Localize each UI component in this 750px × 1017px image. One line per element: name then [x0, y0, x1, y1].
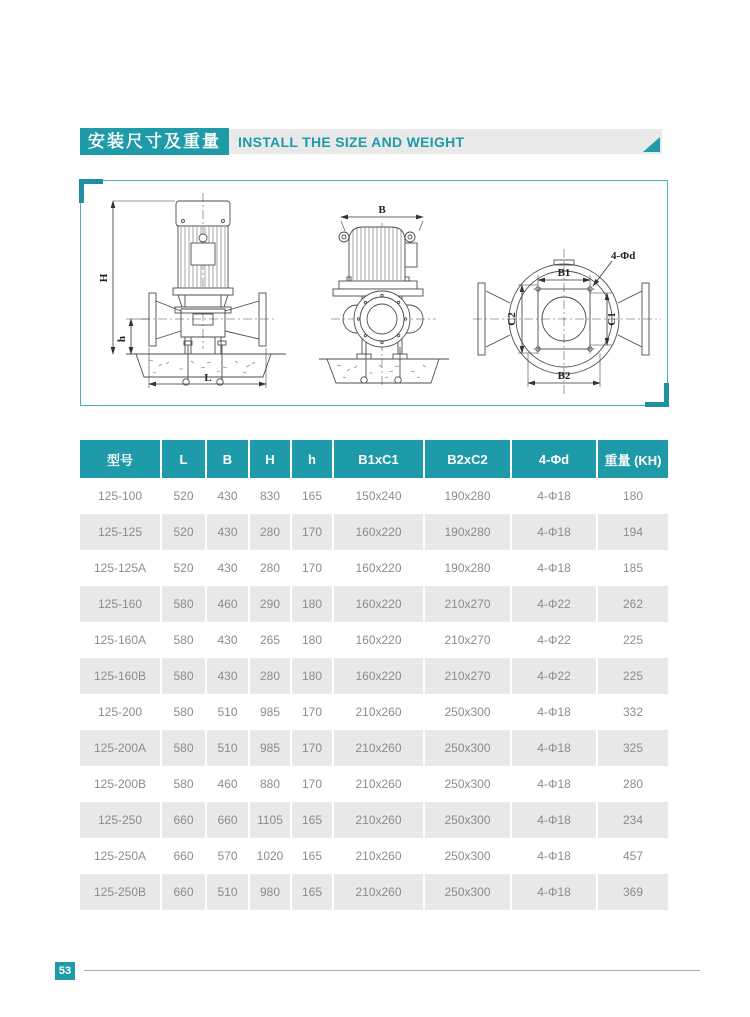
column-header: 4-Φd — [512, 440, 598, 478]
table-cell: 265 — [250, 622, 292, 658]
table-cell: 332 — [598, 694, 668, 730]
table-cell: 4-Φ18 — [512, 478, 598, 514]
table-cell: 170 — [292, 766, 334, 802]
table-cell: 150x240 — [334, 478, 425, 514]
table-cell: 210x260 — [334, 802, 425, 838]
table-cell: 170 — [292, 694, 334, 730]
table-cell: 165 — [292, 874, 334, 910]
column-header: 重量 (KH) — [598, 440, 668, 478]
section-title-chinese: 安装尺寸及重量 — [80, 128, 229, 155]
table-row — [80, 766, 668, 802]
box-corner-accent-bottomright — [645, 383, 669, 407]
table-cell: 250x300 — [425, 766, 512, 802]
table-cell: 580 — [162, 766, 207, 802]
table-cell: 125-125A — [80, 550, 162, 586]
table-cell: 520 — [162, 550, 207, 586]
table-cell: 190x280 — [425, 550, 512, 586]
table-cell: 430 — [207, 514, 250, 550]
table-cell: 160x220 — [334, 550, 425, 586]
table-cell: 210x260 — [334, 874, 425, 910]
table-cell: 290 — [250, 586, 292, 622]
table-cell: 580 — [162, 730, 207, 766]
box-corner-accent-topleft — [79, 179, 103, 203]
side-view — [126, 193, 286, 385]
dim-label-C1: C1 — [606, 312, 618, 326]
pump-drawing-box — [80, 180, 668, 406]
table-cell: 160x220 — [334, 622, 425, 658]
table-cell: 985 — [250, 730, 292, 766]
table-cell: 580 — [162, 586, 207, 622]
table-cell: 180 — [292, 622, 334, 658]
table-cell: 165 — [292, 838, 334, 874]
table-cell: 4-Φ22 — [512, 586, 598, 622]
table-cell: 520 — [162, 514, 207, 550]
corner-triangle-icon — [643, 137, 660, 152]
footer-divider-line — [84, 970, 700, 971]
front-view — [319, 223, 449, 386]
table-cell: 250x300 — [425, 838, 512, 874]
table-row — [80, 622, 668, 658]
table-cell: 570 — [207, 838, 250, 874]
table-cell: 262 — [598, 586, 668, 622]
table-cell: 430 — [207, 478, 250, 514]
table-cell: 250x300 — [425, 694, 512, 730]
column-header: B — [207, 440, 250, 478]
section-header-bar — [80, 129, 662, 154]
table-cell: 165 — [292, 802, 334, 838]
table-cell: 125-125 — [80, 514, 162, 550]
dim-label-B: B — [378, 204, 386, 216]
table-cell: 280 — [598, 766, 668, 802]
table-cell: 210x270 — [425, 622, 512, 658]
table-cell: 210x270 — [425, 658, 512, 694]
table-cell: 125-250B — [80, 874, 162, 910]
flange-view-dimensions — [518, 261, 612, 387]
table-cell: 457 — [598, 838, 668, 874]
table-cell: 125-200 — [80, 694, 162, 730]
section-title-english: INSTALL THE SIZE AND WEIGHT — [238, 133, 465, 150]
table-cell: 4-Φ18 — [512, 694, 598, 730]
table-cell: 1105 — [250, 802, 292, 838]
table-cell: 510 — [207, 694, 250, 730]
table-cell: 250x300 — [425, 730, 512, 766]
dim-label-h: h — [116, 335, 128, 343]
table-cell: 4-Φ22 — [512, 658, 598, 694]
table-row — [80, 514, 668, 550]
dim-label-C2: C2 — [506, 312, 518, 326]
table-cell: 210x260 — [334, 766, 425, 802]
table-cell: 4-Φ18 — [512, 730, 598, 766]
pump-technical-drawing — [81, 181, 667, 405]
table-cell: 4-Φ18 — [512, 802, 598, 838]
table-row — [80, 586, 668, 622]
table-cell: 580 — [162, 658, 207, 694]
dim-label-H: H — [98, 273, 110, 283]
table-cell: 660 — [162, 838, 207, 874]
dim-label-L: L — [204, 372, 212, 384]
dimensions-weight-table — [80, 440, 668, 910]
table-row — [80, 478, 668, 514]
table-cell: 125-160 — [80, 586, 162, 622]
table-cell: 125-160B — [80, 658, 162, 694]
table-cell: 280 — [250, 514, 292, 550]
table-cell: 250x300 — [425, 802, 512, 838]
table-cell: 180 — [598, 478, 668, 514]
table-cell: 210x260 — [334, 694, 425, 730]
table-cell: 234 — [598, 802, 668, 838]
table-cell: 430 — [207, 658, 250, 694]
table-row — [80, 658, 668, 694]
table-cell: 4-Φ18 — [512, 838, 598, 874]
dim-label-B2: B2 — [557, 370, 571, 382]
table-cell: 660 — [207, 802, 250, 838]
table-cell: 190x280 — [425, 514, 512, 550]
table-cell: 125-100 — [80, 478, 162, 514]
table-cell: 880 — [250, 766, 292, 802]
table-cell: 430 — [207, 550, 250, 586]
table-row — [80, 694, 668, 730]
table-cell: 4-Φ22 — [512, 622, 598, 658]
table-cell: 830 — [250, 478, 292, 514]
table-cell: 580 — [162, 622, 207, 658]
column-header: h — [292, 440, 334, 478]
table-cell: 280 — [250, 658, 292, 694]
dimensions-table-body — [80, 478, 668, 910]
table-cell: 520 — [162, 478, 207, 514]
table-cell: 280 — [250, 550, 292, 586]
table-cell: 125-200B — [80, 766, 162, 802]
table-cell: 180 — [292, 658, 334, 694]
table-cell: 160x220 — [334, 514, 425, 550]
table-cell: 1020 — [250, 838, 292, 874]
column-header: B1xC1 — [334, 440, 425, 478]
table-cell: 210x260 — [334, 730, 425, 766]
table-cell: 4-Φ18 — [512, 766, 598, 802]
table-cell: 225 — [598, 658, 668, 694]
table-cell: 170 — [292, 730, 334, 766]
column-header: L — [162, 440, 207, 478]
table-row — [80, 838, 668, 874]
table-cell: 180 — [292, 586, 334, 622]
table-cell: 660 — [162, 874, 207, 910]
table-cell: 190x280 — [425, 478, 512, 514]
table-cell: 660 — [162, 802, 207, 838]
table-cell: 165 — [292, 478, 334, 514]
table-cell: 125-250A — [80, 838, 162, 874]
table-cell: 325 — [598, 730, 668, 766]
dim-label-B1: B1 — [557, 267, 571, 279]
table-cell: 580 — [162, 694, 207, 730]
table-cell: 510 — [207, 730, 250, 766]
table-cell: 225 — [598, 622, 668, 658]
table-cell: 210x270 — [425, 586, 512, 622]
table-cell: 980 — [250, 874, 292, 910]
table-cell: 160x220 — [334, 658, 425, 694]
table-cell: 250x300 — [425, 874, 512, 910]
table-cell: 194 — [598, 514, 668, 550]
column-header: 型号 — [80, 440, 162, 478]
table-cell: 510 — [207, 874, 250, 910]
table-cell: 460 — [207, 766, 250, 802]
table-row — [80, 730, 668, 766]
table-cell: 170 — [292, 514, 334, 550]
table-cell: 4-Φ18 — [512, 550, 598, 586]
table-row — [80, 874, 668, 910]
table-cell: 210x260 — [334, 838, 425, 874]
table-cell: 185 — [598, 550, 668, 586]
table-cell: 460 — [207, 586, 250, 622]
table-cell: 369 — [598, 874, 668, 910]
table-cell: 125-160A — [80, 622, 162, 658]
table-cell: 125-200A — [80, 730, 162, 766]
table-row — [80, 802, 668, 838]
table-cell: 160x220 — [334, 586, 425, 622]
page-number-badge: 53 — [55, 962, 75, 980]
table-cell: 170 — [292, 550, 334, 586]
table-cell: 430 — [207, 622, 250, 658]
table-row — [80, 550, 668, 586]
table-cell: 4-Φ18 — [512, 514, 598, 550]
table-header-row — [80, 440, 668, 478]
table-cell: 4-Φ18 — [512, 874, 598, 910]
table-cell: 985 — [250, 694, 292, 730]
table-cell: 125-250 — [80, 802, 162, 838]
column-header: H — [250, 440, 292, 478]
column-header: B2xC2 — [425, 440, 512, 478]
dim-label-bolt-callout: 4-Φd — [611, 250, 636, 262]
